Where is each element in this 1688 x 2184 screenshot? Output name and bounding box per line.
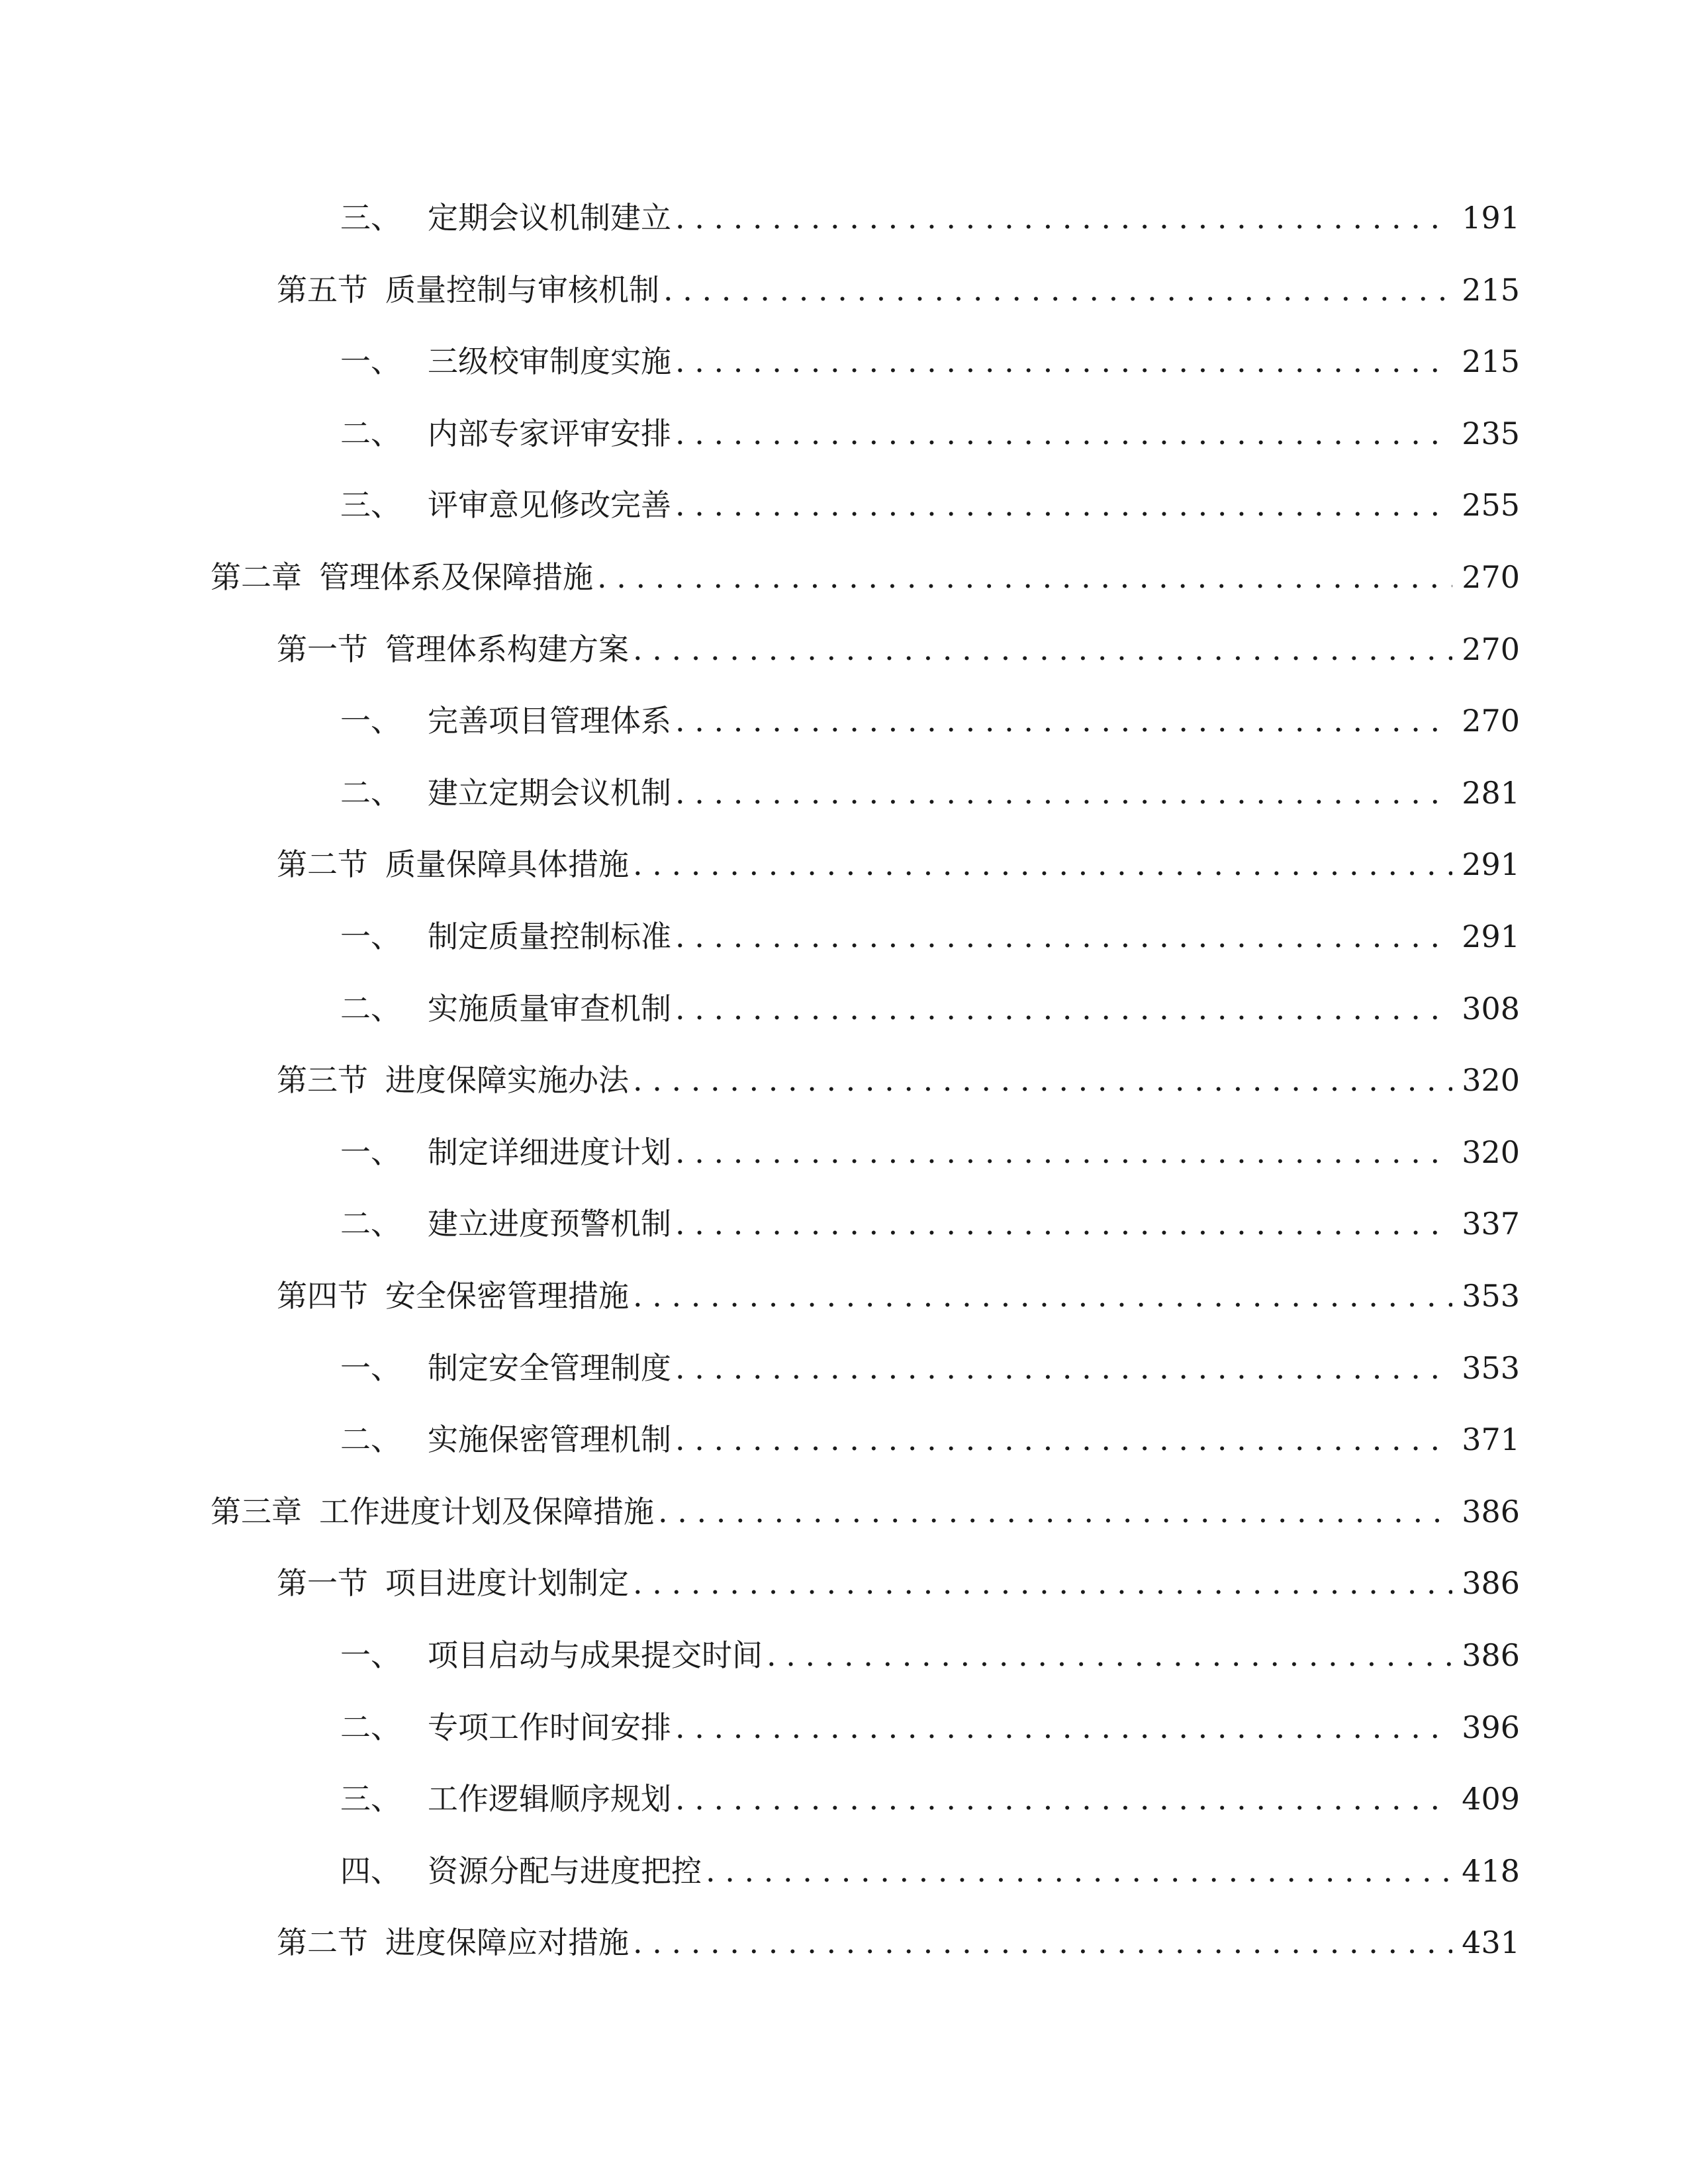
toc-entry-page-number: 320	[1462, 1134, 1520, 1170]
toc-entry-page-number: 320	[1462, 1062, 1520, 1098]
toc-entry-title: 制定详细进度计划	[428, 1134, 671, 1170]
toc-entry-prefix: 三、	[340, 1781, 401, 1817]
toc-entry-prefix: 第二节	[277, 1925, 368, 1960]
toc-entry-page-number: 409	[1462, 1781, 1520, 1817]
toc-entry-prefix: 一、	[340, 343, 401, 379]
toc-dot-leader	[675, 1345, 1452, 1391]
toc-entry-prefix: 二、	[340, 775, 401, 811]
toc-dot-leader	[633, 841, 1452, 887]
toc-entry-title: 定期会议机制建立	[428, 200, 671, 236]
toc-entry-title: 建立定期会议机制	[428, 775, 671, 811]
toc-entry-prefix: 一、	[340, 703, 401, 739]
toc-entry-title: 安全保密管理措施	[385, 1278, 629, 1314]
toc-dot-leader	[597, 554, 1452, 600]
toc-entry-title: 项目启动与成果提交时间	[428, 1637, 763, 1673]
toc-entry-page-number: 337	[1462, 1206, 1520, 1242]
toc-entry-title: 评审意见修改完善	[428, 487, 671, 523]
toc-entry-page-number: 291	[1462, 846, 1520, 882]
toc-entry-sub[interactable]	[340, 1704, 1520, 1751]
toc-entry-title: 工作逻辑顺序规划	[428, 1781, 671, 1817]
toc-entry-page-number: 308	[1462, 991, 1520, 1026]
toc-dot-leader	[675, 195, 1452, 241]
toc-entry-prefix: 第二章	[211, 559, 302, 595]
toc-dot-leader	[767, 1632, 1452, 1678]
toc-entry-page-number: 270	[1462, 559, 1520, 595]
toc-entry-prefix: 第一节	[277, 631, 368, 667]
toc-dot-leader	[633, 1560, 1452, 1606]
toc-entry-sub[interactable]	[340, 1632, 1520, 1678]
toc-entry-chapter[interactable]	[211, 554, 1520, 600]
toc-entry-title: 实施保密管理机制	[428, 1422, 671, 1457]
toc-dot-leader	[675, 698, 1452, 744]
toc-entry-sub[interactable]	[340, 338, 1520, 385]
toc-entry-title: 质量保障具体措施	[385, 846, 629, 882]
toc-entry-sub[interactable]	[340, 698, 1520, 744]
toc-entry-page-number: 353	[1462, 1350, 1520, 1386]
toc-entry-sub[interactable]	[340, 1848, 1520, 1894]
toc-entry-title: 内部专家评审安排	[428, 416, 671, 451]
toc-dot-leader	[675, 1416, 1452, 1463]
toc-entry-title: 进度保障实施办法	[385, 1062, 629, 1098]
toc-dot-leader	[675, 770, 1452, 816]
toc-entry-prefix: 三、	[340, 200, 401, 236]
toc-entry-section[interactable]	[277, 841, 1520, 887]
toc-entry-page-number: 353	[1462, 1278, 1520, 1314]
toc-entry-prefix: 第一节	[277, 1565, 368, 1601]
toc-entry-prefix: 二、	[340, 416, 401, 451]
toc-entry-section[interactable]	[277, 1273, 1520, 1319]
toc-entry-sub[interactable]	[340, 1776, 1520, 1822]
toc-entry-page-number: 386	[1462, 1565, 1520, 1601]
toc-dot-leader	[675, 1776, 1452, 1822]
toc-entry-prefix: 第三章	[211, 1494, 302, 1529]
toc-entry-page-number: 255	[1462, 487, 1520, 523]
toc-entry-section[interactable]	[277, 626, 1520, 672]
toc-entry-section[interactable]	[277, 1919, 1520, 1966]
toc-entry-sub[interactable]	[340, 770, 1520, 816]
toc-entry-prefix: 二、	[340, 1422, 401, 1457]
toc-dot-leader	[633, 626, 1452, 672]
toc-dot-leader	[675, 410, 1452, 457]
toc-dot-leader	[633, 1057, 1452, 1103]
toc-entry-section[interactable]	[277, 1057, 1520, 1103]
toc-entry-title: 实施质量审查机制	[428, 991, 671, 1026]
toc-entry-page-number: 386	[1462, 1637, 1520, 1673]
toc-entry-prefix: 二、	[340, 1709, 401, 1745]
toc-dot-leader	[675, 1704, 1452, 1751]
toc-entry-sub[interactable]	[340, 913, 1520, 960]
toc-entry-chapter[interactable]	[211, 1488, 1520, 1535]
toc-dot-leader	[633, 1919, 1452, 1966]
toc-dot-leader	[675, 1201, 1452, 1247]
toc-entry-title: 项目进度计划制定	[385, 1565, 629, 1601]
toc-entry-page-number: 215	[1462, 272, 1520, 308]
toc-entry-title: 制定安全管理制度	[428, 1350, 671, 1386]
toc-entry-prefix: 第二节	[277, 846, 368, 882]
toc-dot-leader	[663, 267, 1452, 313]
toc-dot-leader	[706, 1848, 1452, 1894]
toc-dot-leader	[633, 1273, 1452, 1319]
toc-entry-prefix: 第五节	[277, 272, 368, 308]
toc-entry-sub[interactable]	[340, 1129, 1520, 1175]
toc-entry-page-number: 396	[1462, 1709, 1520, 1745]
toc-entry-prefix: 第四节	[277, 1278, 368, 1314]
toc-entry-title: 专项工作时间安排	[428, 1709, 671, 1745]
toc-dot-leader	[675, 1129, 1452, 1175]
toc-entry-page-number: 270	[1462, 703, 1520, 739]
toc-entry-sub[interactable]	[340, 482, 1520, 528]
toc-entry-page-number: 431	[1462, 1925, 1520, 1960]
toc-entry-title: 质量控制与审核机制	[385, 272, 659, 308]
toc-entry-sub[interactable]	[340, 985, 1520, 1032]
toc-entry-section[interactable]	[277, 267, 1520, 313]
toc-entry-page-number: 281	[1462, 775, 1520, 811]
toc-dot-leader	[675, 985, 1452, 1032]
toc-entry-sub[interactable]	[340, 410, 1520, 457]
toc-entry-prefix: 一、	[340, 1637, 401, 1673]
toc-dot-leader	[675, 338, 1452, 385]
toc-entry-prefix: 二、	[340, 1206, 401, 1242]
toc-entry-section[interactable]	[277, 1560, 1520, 1606]
toc-entry-page-number: 291	[1462, 919, 1520, 954]
toc-entry-page-number: 215	[1462, 343, 1520, 379]
toc-entry-title: 完善项目管理体系	[428, 703, 671, 739]
toc-dot-leader	[675, 482, 1452, 528]
toc-entry-title: 管理体系及保障措施	[319, 559, 593, 595]
toc-entry-prefix: 四、	[340, 1853, 401, 1889]
toc-entry-title: 管理体系构建方案	[385, 631, 629, 667]
toc-entry-title: 资源分配与进度把控	[428, 1853, 702, 1889]
toc-entry-sub[interactable]	[340, 1345, 1520, 1391]
toc-entry-title: 进度保障应对措施	[385, 1925, 629, 1960]
toc-dot-leader	[658, 1488, 1452, 1535]
toc-entry-prefix: 一、	[340, 1350, 401, 1386]
toc-entry-title: 制定质量控制标准	[428, 919, 671, 954]
toc-entry-page-number: 371	[1462, 1422, 1520, 1457]
toc-entry-prefix: 一、	[340, 919, 401, 954]
toc-entry-sub[interactable]	[340, 195, 1520, 241]
toc-entry-page-number: 191	[1462, 200, 1520, 236]
toc-entry-title: 建立进度预警机制	[428, 1206, 671, 1242]
toc-entry-title: 工作进度计划及保障措施	[319, 1494, 654, 1529]
toc-entry-prefix: 一、	[340, 1134, 401, 1170]
toc-entry-prefix: 三、	[340, 487, 401, 523]
toc-entry-sub[interactable]	[340, 1416, 1520, 1463]
toc-entry-sub[interactable]	[340, 1201, 1520, 1247]
toc-entry-prefix: 二、	[340, 991, 401, 1026]
toc-dot-leader	[675, 913, 1452, 960]
toc-entry-prefix: 第三节	[277, 1062, 368, 1098]
toc-entry-page-number: 270	[1462, 631, 1520, 667]
toc-entry-page-number: 386	[1462, 1494, 1520, 1529]
toc-entry-page-number: 418	[1462, 1853, 1520, 1889]
toc-entry-page-number: 235	[1462, 416, 1520, 451]
toc-entry-title: 三级校审制度实施	[428, 343, 671, 379]
